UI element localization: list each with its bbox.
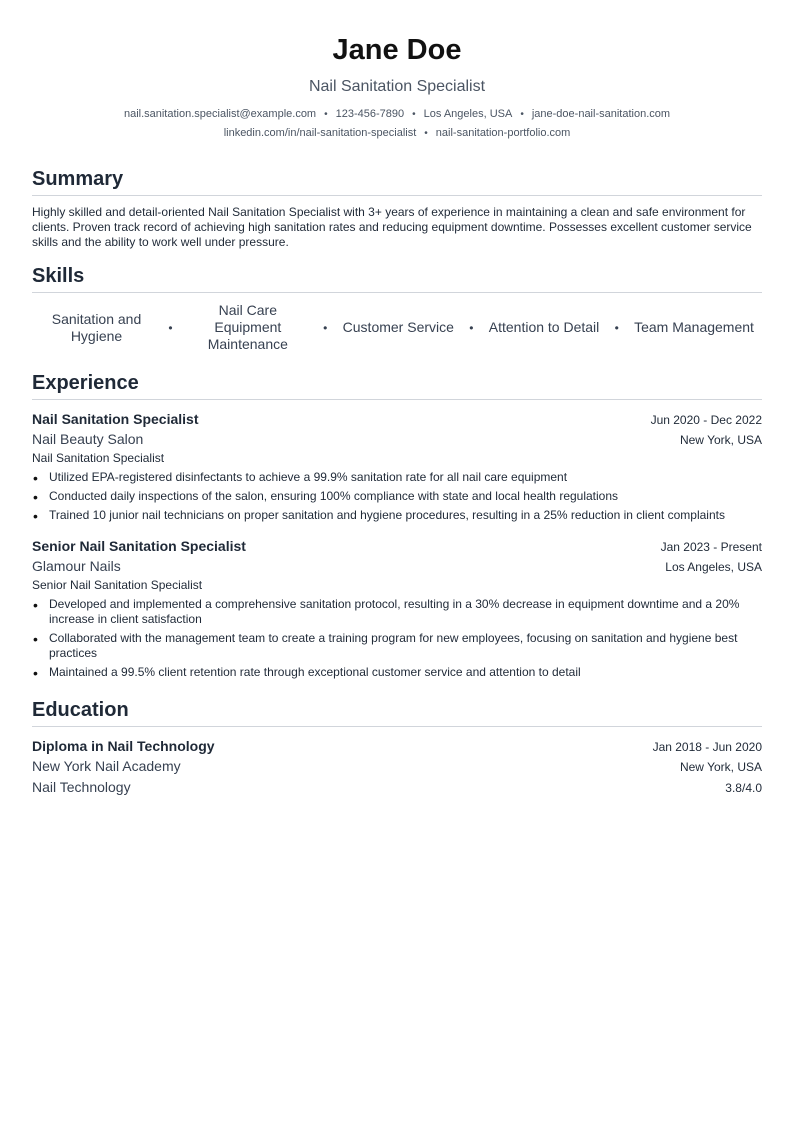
contact-separator: • bbox=[424, 128, 428, 139]
list-item: • Developed and implemented a comprehensive sanitation protocol, resulting in a 30% decrease in equipment downtime and a 20% increase in client satisfaction bbox=[32, 597, 762, 627]
school-name: New York Nail Academy bbox=[32, 758, 181, 774]
contact-line-2 bbox=[32, 124, 762, 143]
degree-name: Diploma in Nail Technology bbox=[32, 738, 215, 754]
contact-linkedin[interactable]: linkedin.com/in/nail-sanitation-specialist bbox=[223, 127, 417, 139]
list-item: • Utilized EPA-registered disinfectants to achieve a 99.9% sanitation rate for all nail care equipment bbox=[32, 470, 762, 485]
skills-heading: Skills bbox=[32, 264, 762, 293]
skill-separator: • bbox=[614, 320, 619, 335]
contact-website[interactable]: jane-doe-nail-sanitation.com bbox=[531, 108, 671, 120]
list-item: • Maintained a 99.5% client retention rate through exceptional customer service and attention to detail bbox=[32, 665, 762, 680]
experience-heading: Experience bbox=[32, 371, 762, 400]
skill-separator: • bbox=[168, 320, 173, 335]
summary-text: Highly skilled and detail-oriented Nail Sanitation Specialist with 3+ years of experience in maintaining a clean and safe environment for clients. Proven track record of achieving high sanitation rates and reducing equipment downtime. Possesses excellent customer service skills and the ability to work well under pressure. bbox=[32, 205, 752, 249]
skill-item: Customer Service bbox=[342, 319, 454, 335]
experience-entry bbox=[32, 537, 762, 680]
job-bullets bbox=[32, 597, 762, 680]
skill-separator: • bbox=[323, 320, 328, 335]
job-location: Los Angeles, USA bbox=[665, 560, 762, 574]
job-subtitle: Senior Nail Sanitation Specialist bbox=[32, 578, 203, 592]
skill-item: Team Management bbox=[634, 319, 754, 335]
contact-separator: • bbox=[520, 109, 524, 120]
contact-separator: • bbox=[412, 109, 416, 120]
company-name: Glamour Nails bbox=[32, 558, 121, 574]
school-location: New York, USA bbox=[679, 760, 762, 774]
gpa: 3.8/4.0 bbox=[725, 781, 762, 795]
contact-email[interactable]: nail.sanitation.specialist@example.com bbox=[123, 108, 317, 120]
job-bullets bbox=[32, 470, 762, 523]
job-subtitle: Nail Sanitation Specialist bbox=[32, 451, 165, 465]
skill-item: Attention to Detail bbox=[488, 319, 600, 335]
field-of-study: Nail Technology bbox=[32, 779, 131, 795]
education-section bbox=[32, 698, 762, 797]
list-item: • Conducted daily inspections of the salon, ensuring 100% compliance with state and local health regulations bbox=[32, 489, 762, 504]
summary-heading: Summary bbox=[32, 167, 762, 196]
job-dates: Jan 2023 - Present bbox=[660, 540, 762, 554]
contact-location: Los Angeles, USA bbox=[423, 108, 513, 120]
experience-section bbox=[32, 371, 762, 680]
skills-section bbox=[32, 264, 762, 353]
job-title: Senior Nail Sanitation Specialist bbox=[32, 538, 246, 554]
summary-section bbox=[32, 167, 762, 250]
company-name: Nail Beauty Salon bbox=[32, 431, 144, 447]
resume-header bbox=[32, 32, 762, 143]
contact-phone[interactable]: 123-456-7890 bbox=[335, 108, 405, 120]
job-dates: Jun 2020 - Dec 2022 bbox=[650, 413, 762, 427]
contact-separator: • bbox=[324, 109, 328, 120]
contact-portfolio[interactable]: nail-sanitation-portfolio.com bbox=[435, 127, 571, 139]
skill-separator: • bbox=[469, 320, 474, 335]
candidate-name: Jane Doe bbox=[332, 34, 462, 66]
skill-item: Sanitation and Hygiene bbox=[51, 310, 142, 344]
skill-item: Nail Care Equipment Maintenance bbox=[207, 302, 288, 352]
candidate-title: Nail Sanitation Specialist bbox=[308, 78, 486, 95]
list-item: • Trained 10 junior nail technicians on proper sanitation and hygiene procedures, resulting in a 25% reduction in client complaints bbox=[32, 508, 762, 523]
education-entry bbox=[32, 737, 762, 797]
list-item: • Collaborated with the management team to create a training program for new employees, focusing on sanitation and hygiene best practices bbox=[32, 631, 762, 661]
education-heading: Education bbox=[32, 698, 762, 727]
education-dates: Jan 2018 - Jun 2020 bbox=[652, 740, 762, 754]
job-title: Nail Sanitation Specialist bbox=[32, 411, 199, 427]
skills-list bbox=[32, 302, 762, 353]
contact-line-1 bbox=[32, 105, 762, 124]
experience-entry bbox=[32, 410, 762, 523]
job-location: New York, USA bbox=[679, 433, 762, 447]
